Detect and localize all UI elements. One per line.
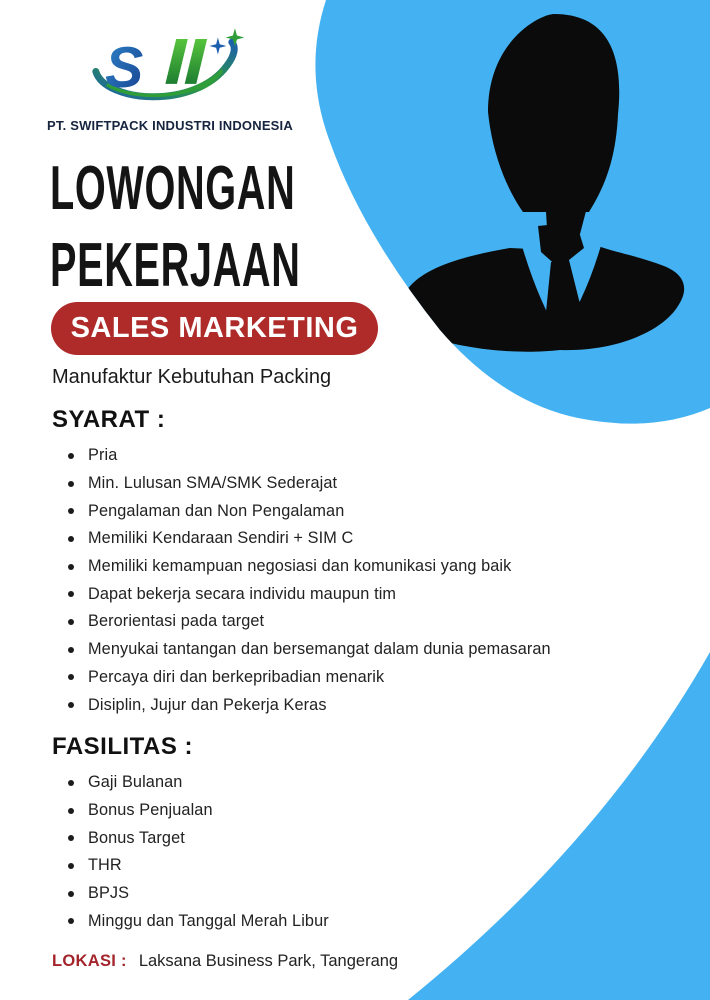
bullet-icon (68, 674, 74, 680)
list-item-text: Min. Lulusan SMA/SMK Sederajat (88, 474, 338, 493)
list-item (52, 664, 551, 692)
list-item (52, 608, 551, 636)
syarat-heading: SYARAT : (52, 406, 166, 433)
bullet-icon (68, 780, 74, 786)
company-name: PT. SWIFTPACK INDUSTRI INDONESIA (47, 118, 293, 133)
location-label: LOKASI : (52, 952, 127, 970)
bullet-icon (68, 481, 74, 487)
list-item (52, 470, 551, 498)
location-row (52, 952, 398, 971)
logo-letter-s: S (105, 35, 144, 100)
fasilitas-list (52, 769, 329, 935)
list-item (52, 907, 329, 935)
list-item-text: Memiliki Kendaraan Sendiri + SIM C (88, 529, 354, 548)
position-badge (51, 302, 378, 355)
bullet-icon (68, 835, 74, 841)
list-item-text: Gaji Bulanan (88, 773, 183, 792)
list-item (52, 824, 329, 852)
subtitle: Manufaktur Kebutuhan Packing (52, 366, 332, 388)
company-logo (85, 18, 255, 118)
list-item (52, 442, 551, 470)
bullet-icon (68, 564, 74, 570)
bullet-icon (68, 508, 74, 514)
bullet-icon (68, 536, 74, 542)
bullet-icon (68, 863, 74, 869)
list-item (52, 525, 551, 553)
list-item (52, 797, 329, 825)
list-item-text: Percaya diri dan berkepribadian menarik (88, 667, 385, 686)
list-item (52, 636, 551, 664)
logo-letter-i1 (165, 39, 187, 84)
list-item-text: BPJS (88, 884, 130, 903)
bullet-icon (68, 808, 74, 814)
position-badge-label: SALES MARKETING (70, 312, 359, 344)
list-item-text: Bonus Penjualan (88, 801, 213, 820)
list-item (52, 691, 551, 719)
list-item (52, 553, 551, 581)
bullet-icon (68, 918, 74, 924)
list-item-text: Berorientasi pada target (88, 612, 265, 631)
sparkle-icon (226, 28, 245, 47)
page-title (50, 150, 441, 304)
list-item-text: Menyukai tantangan dan bersemangat dalam dunia pemasaran (88, 640, 551, 659)
list-item-text: Pria (88, 446, 118, 465)
fasilitas-heading: FASILITAS : (52, 733, 194, 760)
list-item-text: Dapat bekerja secara individu maupun tim (88, 584, 397, 603)
bullet-icon (68, 619, 74, 625)
list-item-text: Memiliki kemampuan negosiasi dan komunikasi yang baik (88, 557, 512, 576)
section-fasilitas (52, 733, 329, 935)
sparkle-icon (209, 37, 226, 54)
list-item (52, 497, 551, 525)
list-item (52, 769, 329, 797)
list-item-text: Bonus Target (88, 828, 185, 847)
list-item-text: THR (88, 856, 122, 875)
bullet-icon (68, 453, 74, 459)
bullet-icon (68, 591, 74, 597)
list-item-text: Pengalaman dan Non Pengalaman (88, 501, 345, 520)
list-item (52, 580, 551, 608)
bullet-icon (68, 647, 74, 653)
logo-letter-i2 (185, 39, 207, 84)
list-item-text: Minggu dan Tanggal Merah Libur (88, 911, 329, 930)
location-value: Laksana Business Park, Tangerang (138, 952, 399, 970)
bullet-icon (68, 891, 74, 897)
syarat-list (52, 442, 551, 719)
title-line-1: LOWONGAN (50, 154, 296, 223)
list-item (52, 880, 329, 908)
list-item-text: Disiplin, Jujur dan Pekerja Keras (88, 695, 327, 714)
title-line-2: PEKERJAAN (50, 231, 301, 300)
bullet-icon (68, 702, 74, 708)
list-item (52, 852, 329, 880)
section-syarat (52, 406, 551, 719)
